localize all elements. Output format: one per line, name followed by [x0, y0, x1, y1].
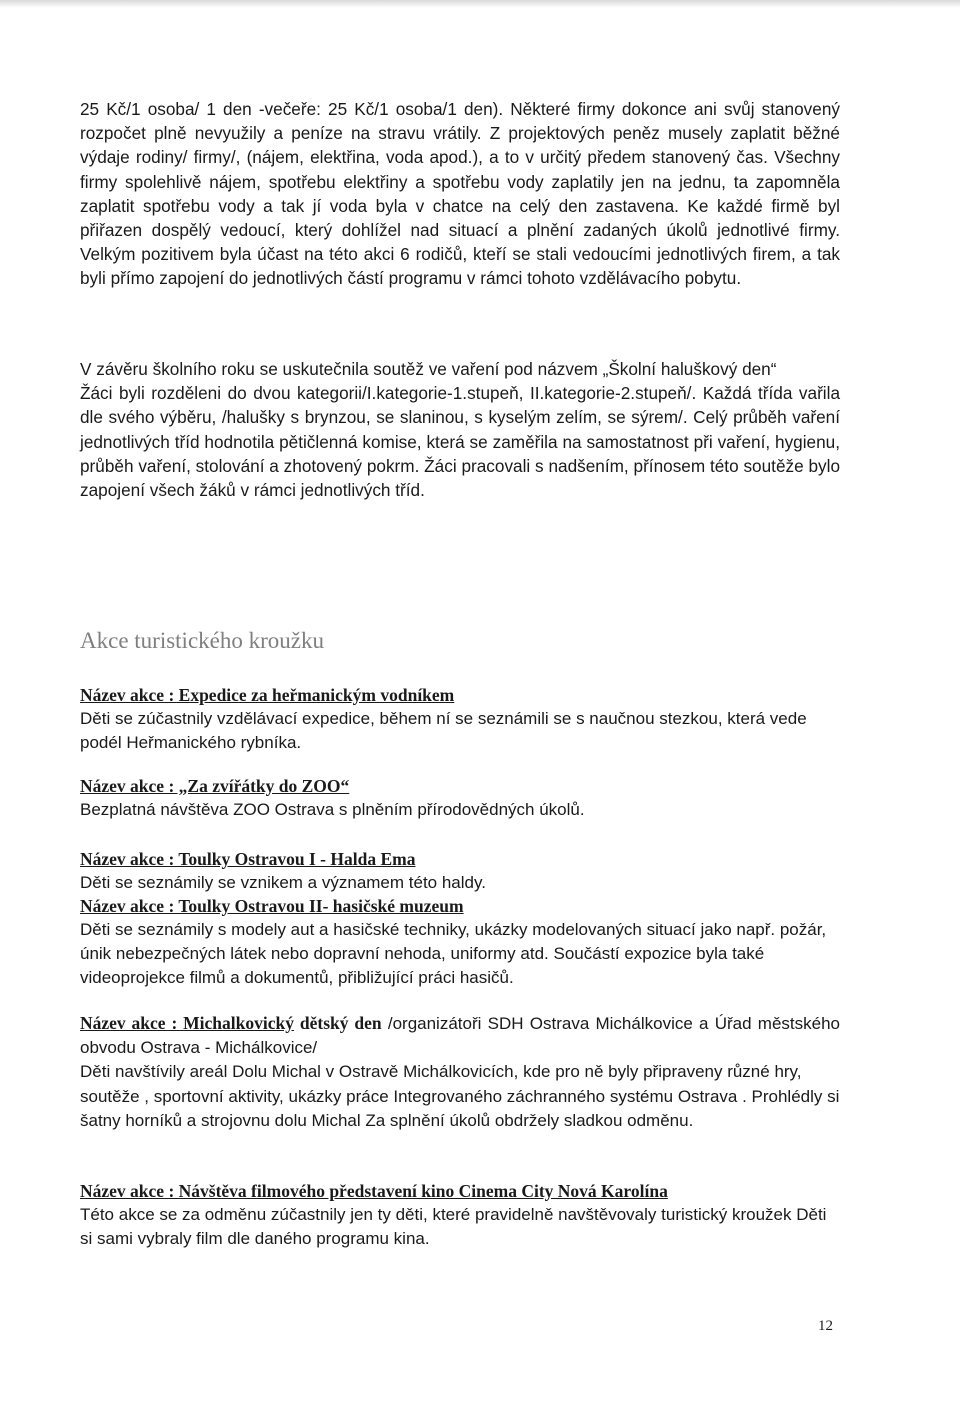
event-organizer: /organizátoři SDH Ostrava Michálkovice a Úřad městského obvodu Ostrava - Michálkovice/	[80, 1014, 840, 1058]
event-item	[80, 895, 840, 991]
event-title: Název akce : Toulky Ostravou I - Halda Ema	[80, 849, 416, 869]
event-item	[80, 775, 840, 822]
event-description: Děti se zúčastnily vzdělávací expedice, během ní se seznámili se s naučnou stezkou, která vede podél Heřmanického rybníka.	[80, 709, 807, 753]
event-title: Název akce : Toulky Ostravou II- hasičské muzeum	[80, 896, 464, 916]
event-item	[80, 1180, 840, 1251]
event-title: Název akce : Expedice za heřmanickým vodníkem	[80, 685, 455, 705]
event-title: Název akce : Návštěva filmového představení kino Cinema City Nová Karolína	[80, 1181, 668, 1201]
section-heading: Akce turistického kroužku	[80, 628, 324, 653]
page-number: 12	[818, 1318, 833, 1334]
event-description: Bezplatná návštěva ZOO Ostrava s plněním přírodovědných úkolů.	[80, 800, 585, 819]
event-title-rest: dětský den	[294, 1013, 382, 1033]
paragraph-firms-budget: 25 Kč/1 osoba/ 1 den -večeře: 25 Kč/1 osoba/1 den). Některé firmy dokonce ani svůj stanovený rozpočet plně nevyužily a peníze na stravu vrátily. Z projektových peněz musely zaplatit běžné výdaje rodiny/ firmy/, (nájem, elektřina, voda apod.), a to v určitý předem stanovený čas. Všechny firmy spolehlivě nájem, spotřebu elektřiny a spotřebu vody zaplatily jen na jednu, ta zapomněla zaplatit spotřebu vody a tak jí voda byla v chatce na celý den zastavena. Ke každé firmě byl přiřazen dospělý vedoucí, který dohlížel nad situací a plnění zadaných úkolů jednotlivé firmy. Velkým pozitivem byla účast na této akci 6 rodičů, kteří se stali vedoucími jednotlivých firem, a tak byli přímo zapojení do jednotlivých částí programu v rámci tohoto vzdělávacího pobytu.	[80, 99, 840, 289]
event-description: Této akce se za odměnu zúčastnily jen ty děti, které pravidelně navštěvovaly turistický kroužek Děti si sami vybraly film dle daného programu kina.	[80, 1205, 827, 1249]
event-title: Název akce : Michalkovický	[80, 1013, 294, 1033]
contest-intro: V závěru školního roku se uskutečnila soutěž ve vaření pod názvem „Školní haluškový den“	[80, 359, 777, 379]
event-description: Děti navštívily areál Dolu Michal v Ostravě Michálkovicích, kde pro ně byly připraveny různé hry, soutěže , sportovní aktivity, ukázky práce Integrovaného záchranného systému Ostrava . Prohlédly si šatny horníků a strojovnu dolu Michal Za splnění úkolů obdržely sladkou odměnu.	[80, 1062, 840, 1130]
event-description: Děti se seznámily se vznikem a významem této haldy.	[80, 873, 486, 892]
event-item	[80, 684, 840, 755]
event-description: Děti se seznámily s modely aut a hasičské techniky, ukázky modelovaných situací jako např. požár, únik nebezpečných látek nebo dopravní nehoda, uniformy atd. Součástí expozice byla také videoprojekce filmů a dokumentů, přibližující práci hasičů.	[80, 920, 827, 988]
paragraph-cooking-contest	[80, 357, 840, 502]
contest-details: Žáci byli rozděleni do dvou kategorii/I.kategorie-1.stupeň, II.kategorie-2.stupeň/. Každá třída vařila dle svého výběru, /halušky s brynzou, se slaninou, s kyselým zelím, se sýrem/. Celý průběh vaření jednotlivých tříd hodnotila pětičlenná komise, která se zaměřila na samostatnost při vaření, hygienu, průběh vaření, stolování a zhotovený pokrm. Žáci pracovali s nadšením, přínosem této soutěže bylo zapojení všech žáků v rámci jednotlivých tříd.	[80, 383, 840, 501]
event-item	[80, 848, 840, 895]
event-title: Název akce : „Za zvířátky do ZOO“	[80, 776, 350, 796]
scan-edge-shadow	[0, 0, 960, 8]
event-item	[80, 1012, 840, 1133]
